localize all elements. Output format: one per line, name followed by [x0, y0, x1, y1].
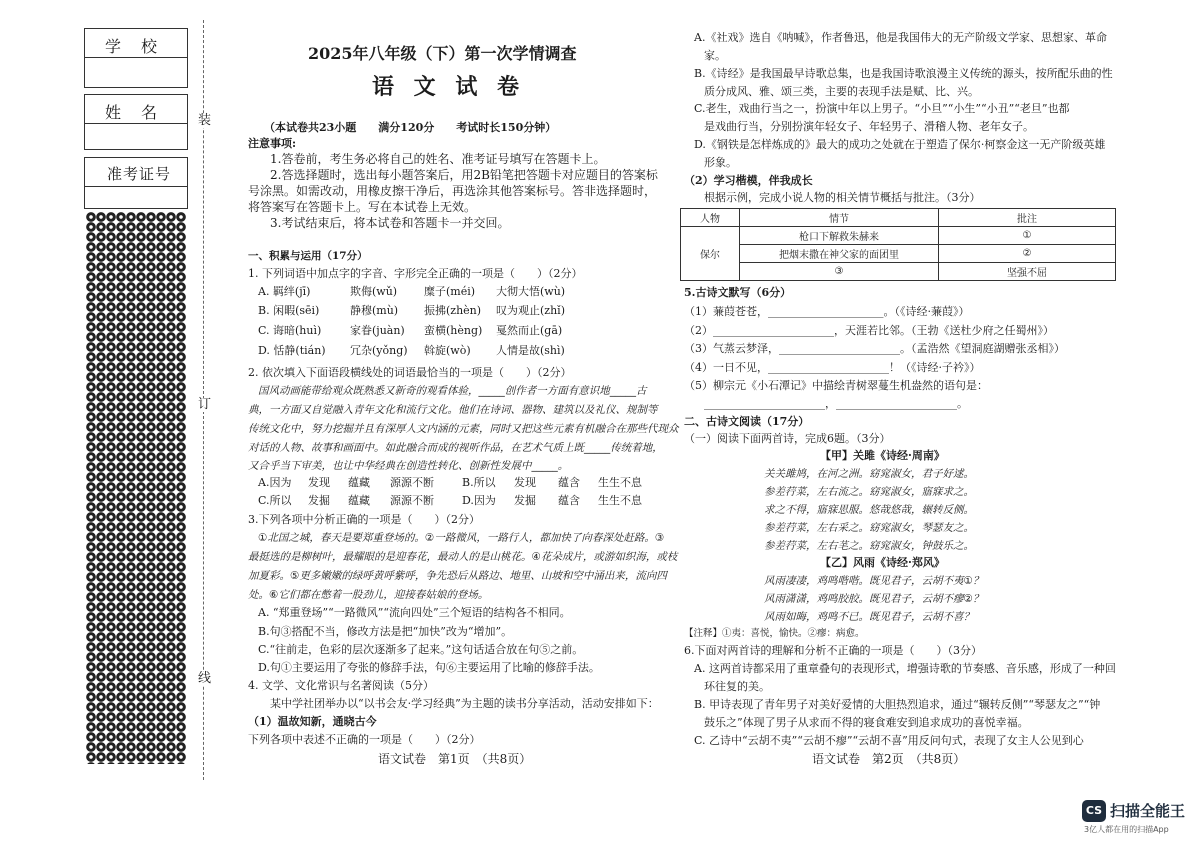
q1-option: B. 闲暇(sēi) [258, 304, 320, 317]
q1-option: A. 羁绊(jī) [258, 285, 311, 298]
binding-mark-ding: 订 [198, 397, 212, 412]
q4-subheading-2: （2）学习楷模，伴我成长 [684, 174, 813, 187]
name-label: 姓 名 [105, 103, 160, 122]
q1-option: 戛然而止(gā) [496, 324, 563, 337]
q3-passage-line: 最挺选的是柳树叶，最耀眼的是迎春花，最动人的是山桃花。④花朵成片，或游如织海，或枝 [248, 551, 678, 563]
q1-option: 家眷(juàn) [350, 324, 405, 337]
q2-option: 发掘 [308, 494, 330, 507]
question-4: 4. 文学、文化常识与名著阅读（5分） [248, 679, 434, 692]
q4-option-line: B.《诗经》是我国最早诗歌总集，也是我国诗歌浪漫主义传统的源头，按所配乐曲的性 [694, 67, 1113, 80]
q1-option: 人情是故(shì) [496, 344, 565, 357]
q4-option-line: A.《社戏》选自《呐喊》，作者鲁迅，他是我国伟大的无产阶级文学家、思想家、革命 [694, 31, 1107, 44]
q5-item: ______________________，______________________。 [704, 397, 968, 410]
q1-option: D. 恬静(tián) [258, 344, 326, 357]
q4-option-line: C.老生，戏曲行当之一，扮演中年以上男子。“小旦”“小生”“小丑”“老旦”也都 [694, 102, 1070, 115]
table-header-person: 人物 [681, 209, 740, 227]
q1-option: 冗杂(yǒng) [350, 344, 408, 357]
q4-intro: 某中学社团举办以“以书会友·学习经典”为主题的读书分享活动，活动安排如下： [270, 697, 659, 710]
exam-info: （本试卷共23小题 满分120分 考试时长150分钟） [264, 121, 557, 134]
reading-subheading: （一）阅读下面两首诗，完成6题。（3分） [684, 432, 891, 445]
q4-option-line: D.《钢铁是怎样炼成的》最大的成功之处就在于塑造了保尔·柯察金这一无产阶级英雄 [694, 138, 1106, 151]
q3-passage-line: ①北国之城，春天是要郑重登场的。②一路微风，一路行人，都加快了向春深处赶路。③ [258, 532, 665, 544]
name-field [84, 94, 188, 150]
poem1-line: 参差荇菜，左右流之。窈窕淑女，寤寐求之。 [764, 486, 974, 498]
q2-option: A.因为 [258, 476, 292, 489]
q1-option: 静穆(mù) [350, 304, 399, 317]
page1-footer: 语文试卷 第1页 （共8页） [378, 752, 532, 766]
poem-notes: 【注释】①夷：喜悦，愉快。②瘳：病愈。 [684, 628, 865, 639]
notes-title: 注意事项: [248, 137, 297, 150]
table-cell: ① [939, 227, 1116, 245]
binding-mark-xian: 线 [198, 671, 212, 686]
school-field [84, 28, 188, 88]
note-line: 2.答选择题时，选出每小题答案后，用2B铅笔把答题卡对应题目的答案标 [270, 168, 658, 182]
q2-passage-line: 典，一方面又自觉融入青年文化和流行文化。他们在诗词、器物、建筑以及礼仪、规制等 [248, 404, 658, 416]
q3-option: D.句①主要运用了夸张的修辞手法，句⑥主要运用了比喻的修辞手法。 [258, 661, 600, 674]
q3-option: B.句③搭配不当，修改方法是把“加快”改为“增加”。 [258, 625, 513, 638]
table-row [681, 263, 1116, 281]
q2-passage-line: 又合乎当下审美，也让中华经典在创造性转化、创新性发展中_____。 [248, 460, 569, 472]
q6-option-line: B. 甲诗表现了青年男子对美好爱情的大胆热烈追求，通过“辗转反侧”“琴瑟友之”“钟 [694, 698, 1101, 711]
q2-option: 发现 [514, 476, 536, 489]
q2-passage-line: 对话的人物、故事和画面中。如此融合而成的视听作品，在艺术气质上既_____传统着地， [248, 442, 663, 454]
q6-option-line: A. 这两首诗都采用了重章叠句的表现形式，增强诗歌的节奏感、音乐感，形成了一种回 [694, 662, 1116, 675]
q1-option: 斡旋(wò) [424, 344, 471, 357]
poem2-line: 风雨潇潇，鸡鸣胶胶。既见君子，云胡不瘳②？ [764, 593, 984, 605]
q4-subquestion: 下列各项中表述不正确的一项是（ ）（2分） [248, 733, 481, 746]
q1-option: 振拂(zhèn) [424, 304, 482, 317]
q5-item: （4）一日不见，______________________！（《诗经·子衿》） [684, 361, 981, 374]
page2-footer: 语文试卷 第2页 （共8页） [812, 752, 966, 766]
q1-option: 糜子(méi) [424, 285, 476, 298]
scanner-logo-icon [1082, 800, 1106, 822]
q4-option-line: 是戏曲行当，分别扮演年轻女子、年轻男子、滑稽人物、老年女子。 [704, 120, 1034, 133]
q2-option: 发现 [308, 476, 330, 489]
poem2-title: 【乙】风雨《诗经·郑风》 [820, 556, 945, 569]
q2-option: B.所以 [462, 476, 496, 489]
q2-option: 生生不息 [598, 476, 642, 489]
binding-mark-zhuang: 装 [198, 113, 212, 128]
note-line: 将答案写在答题卡上。写在本试卷上无效。 [248, 200, 477, 214]
q1-option: 蛮横(hèng) [424, 324, 483, 337]
exam-title: 2025年八年级（下）第一次学情调查 [308, 44, 577, 63]
q5-item: （2）______________________，天涯若比邻。（王勃《送杜少府之任蜀州》） [684, 324, 1054, 337]
table-row [681, 227, 1116, 245]
poem1-title: 【甲】关雎《诗经·周南》 [820, 449, 945, 462]
table-cell: 坚强不屈 [939, 263, 1116, 281]
table-cell: 枪口下解救朱赫来 [740, 227, 939, 245]
exam-subtitle: 语 文 试 卷 [372, 74, 525, 100]
q3-option: A. “郑重登场”“一路微风”“流向四处”三个短语的结构各不相同。 [258, 606, 571, 619]
question-1: 1. 下列词语中加点字的字音、字形完全正确的一项是（ ）（2分） [248, 267, 583, 280]
poem1-line: 关关雎鸠，在河之洲。窈窕淑女，君子好逑。 [764, 468, 974, 480]
scanner-brand: 扫描全能王 [1110, 802, 1186, 820]
q2-option: 发掘 [514, 494, 536, 507]
table-row [681, 245, 1116, 263]
poem1-line: 参差荇菜，左右采之。窈窕淑女，琴瑟友之。 [764, 522, 974, 534]
note-line: 3.考试结束后，将本试卷和答题卡一并交回。 [270, 216, 510, 230]
section2-heading: 二、古诗文阅读（17分） [684, 415, 810, 428]
question-3: 3.下列各项中分析正确的一项是（ ）（2分） [248, 513, 480, 526]
q2-option: 源源不断 [390, 476, 434, 489]
table-person: 保尔 [681, 227, 740, 281]
table-header-annotation: 批注 [939, 209, 1116, 227]
question-5: 5.古诗文默写（6分） [684, 286, 792, 299]
q2-passage-line: 传统文化中，努力挖掘并且有深厚人文内涵的元素，同时又把这些元素有机融合在那些代现众 [248, 423, 679, 435]
exam-number-field [84, 157, 188, 209]
decorative-border-pattern [86, 212, 186, 764]
poem1-line: 求之不得，寤寐思服。悠哉悠哉，辗转反侧。 [764, 504, 974, 516]
poem1-line: 参差荇菜，左右芼之。窈窕淑女，钟鼓乐之。 [764, 540, 974, 552]
character-table [680, 208, 1116, 281]
table-cell: ③ [740, 263, 939, 281]
q2-option: 蕴含 [558, 476, 580, 489]
q5-item: （3）气蒸云梦泽，______________________。（孟浩然《望洞庭湖赠张丞相》） [684, 342, 1065, 355]
poem2-line: 风雨如晦，鸡鸣不已。既见君子，云胡不喜？ [764, 611, 974, 623]
table-cell: 把烟末撒在神父家的面团里 [740, 245, 939, 263]
q3-passage-line: 处。⑥它们都在憋着一股劲儿，迎接春姑娘的登场。 [248, 589, 489, 601]
q4-option-line: 家。 [704, 49, 726, 62]
q2-passage-line: 国风动画能带给观众既熟悉又新奇的观看体验，_____创作者一方面有意识地_____古 [258, 385, 647, 397]
table-header-plot: 情节 [740, 209, 939, 227]
question-2: 2. 依次填入下面语段横线处的词语最恰当的一项是（ ）（2分） [248, 366, 572, 379]
poem2-line: 风雨凄凄，鸡鸣喈喈。既见君子，云胡不夷①？ [764, 575, 984, 587]
scanner-logo-text: CS [1085, 804, 1103, 817]
q4-subheading: （1）温故知新，通晓古今 [248, 715, 377, 728]
q3-passage-line: 加夏彩。⑤更多嫩嫩的绿呼黄呼紫呼，争先恐后从路边、地里、山坡和空中涌出来，流向四 [248, 570, 667, 582]
q4-sub2-instruction: 根据示例，完成小说人物的相关情节概括与批注。（3分） [704, 191, 981, 204]
q6-option-line: 鼓乐之”体现了男子从求而不得的寝食难安到追求成功的喜悦幸福。 [704, 716, 1029, 729]
q5-item: （5）柳宗元《小石潭记》中描绘青树翠蔓生机盎然的语句是： [684, 379, 988, 392]
q6-option-line: 环往复的美。 [704, 680, 770, 693]
q5-item: （1）蒹葭苍苍，_____________________。（《诗经·蒹葭》） [684, 305, 970, 318]
q4-option-line: 形象。 [704, 156, 737, 169]
question-6: 6.下面对两首诗的理解和分析不正确的一项是（ ）（3分） [684, 644, 982, 657]
q2-option: 生生不息 [598, 494, 642, 507]
q1-option: C. 诲暗(huì) [258, 324, 322, 337]
q2-option: 蕴含 [558, 494, 580, 507]
note-line: 号涂黑。如需改动，用橡皮擦干净后，再选涂其他答案标号。答非选择题时， [248, 184, 657, 198]
q2-option: 源源不断 [390, 494, 434, 507]
note-line: 1.答卷前，考生务必将自己的姓名、准考证号填写在答题卡上。 [270, 152, 606, 166]
q3-option: C.“往前走，色彩的层次逐渐多了起来。”这句话适合放在句⑤之前。 [258, 643, 584, 656]
q1-option: 欺侮(wǔ) [350, 285, 398, 298]
scanner-tagline: 3亿人都在用的扫描App [1084, 825, 1169, 834]
q4-option-line: 质分成风、雅、颂三类，主要的表现手法是赋、比、兴。 [704, 85, 979, 98]
q1-option: 叹为观止(zhǐ) [496, 304, 565, 317]
q2-option: 蕴藏 [348, 494, 370, 507]
section1-heading: 一、积累与运用（17分） [248, 250, 368, 262]
q1-option: 大彻大悟(wù) [496, 285, 566, 298]
table-cell: ② [939, 245, 1116, 263]
school-label: 学 校 [105, 37, 160, 56]
q6-option-line: C. 乙诗中“云胡不夷”“云胡不瘳”“云胡不喜”用反问句式，表现了女主人公见到心 [694, 734, 1084, 747]
q2-option: D.因为 [462, 494, 496, 507]
q2-option: C.所以 [258, 494, 292, 507]
exam-number-label: 准考证号 [107, 165, 172, 183]
q2-option: 蕴藏 [348, 476, 370, 489]
